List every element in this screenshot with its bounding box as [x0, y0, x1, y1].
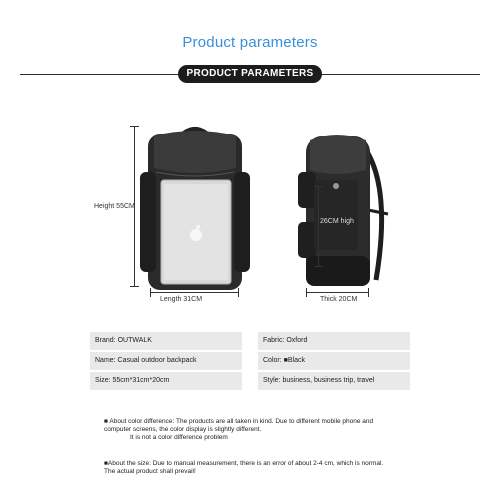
length-dim-cap-left [150, 288, 151, 297]
backpack-side-image [296, 130, 396, 290]
thickness-dim-cap-right [368, 288, 369, 297]
spec-style: Style: business, business trip, travel [258, 372, 410, 390]
color-note-line-3: It is not a color difference problem [130, 434, 228, 441]
color-note-line-2: computer screens, the color display is slightly different. [104, 426, 262, 433]
spec-color: Color: ■Black [258, 352, 410, 370]
backpack-front-image [140, 122, 250, 292]
side-height-dim-cap-top [314, 186, 323, 187]
height-dim-cap-top [130, 126, 139, 127]
length-label: Length 31CM [160, 296, 203, 303]
side-height-dim-cap-bottom [314, 266, 323, 267]
side-height-dim-line [318, 186, 319, 266]
side-height-label: 26CM high [320, 218, 354, 225]
section-banner: PRODUCT PARAMETERS [178, 65, 322, 83]
length-dim-cap-right [238, 288, 239, 297]
spec-name: Name: Casual outdoor backpack [90, 352, 242, 370]
length-dim-line [150, 292, 238, 293]
spec-brand: Brand: OUTWALK [90, 332, 242, 350]
height-label: Height 55CM [94, 203, 135, 210]
thickness-dim-cap-left [306, 288, 307, 297]
thickness-dim-line [306, 292, 368, 293]
page-title: Product parameters [182, 34, 318, 51]
size-note-line-1: ■About the size: Due to manual measurement, there is an error of about 2-4 cm, which is normal. [104, 460, 384, 467]
spec-size: Size: 55cm*31cm*20cm [90, 372, 242, 390]
spec-fabric: Fabric: Oxford [258, 332, 410, 350]
size-note-line-2: The actual product shall prevail! [104, 468, 196, 475]
color-note-line-1: ■ About color difference: The products are all taken in kind. Due to different mobile phone and [104, 418, 374, 425]
thickness-label: Thick 20CM [320, 296, 358, 303]
height-dim-cap-bottom [130, 286, 139, 287]
